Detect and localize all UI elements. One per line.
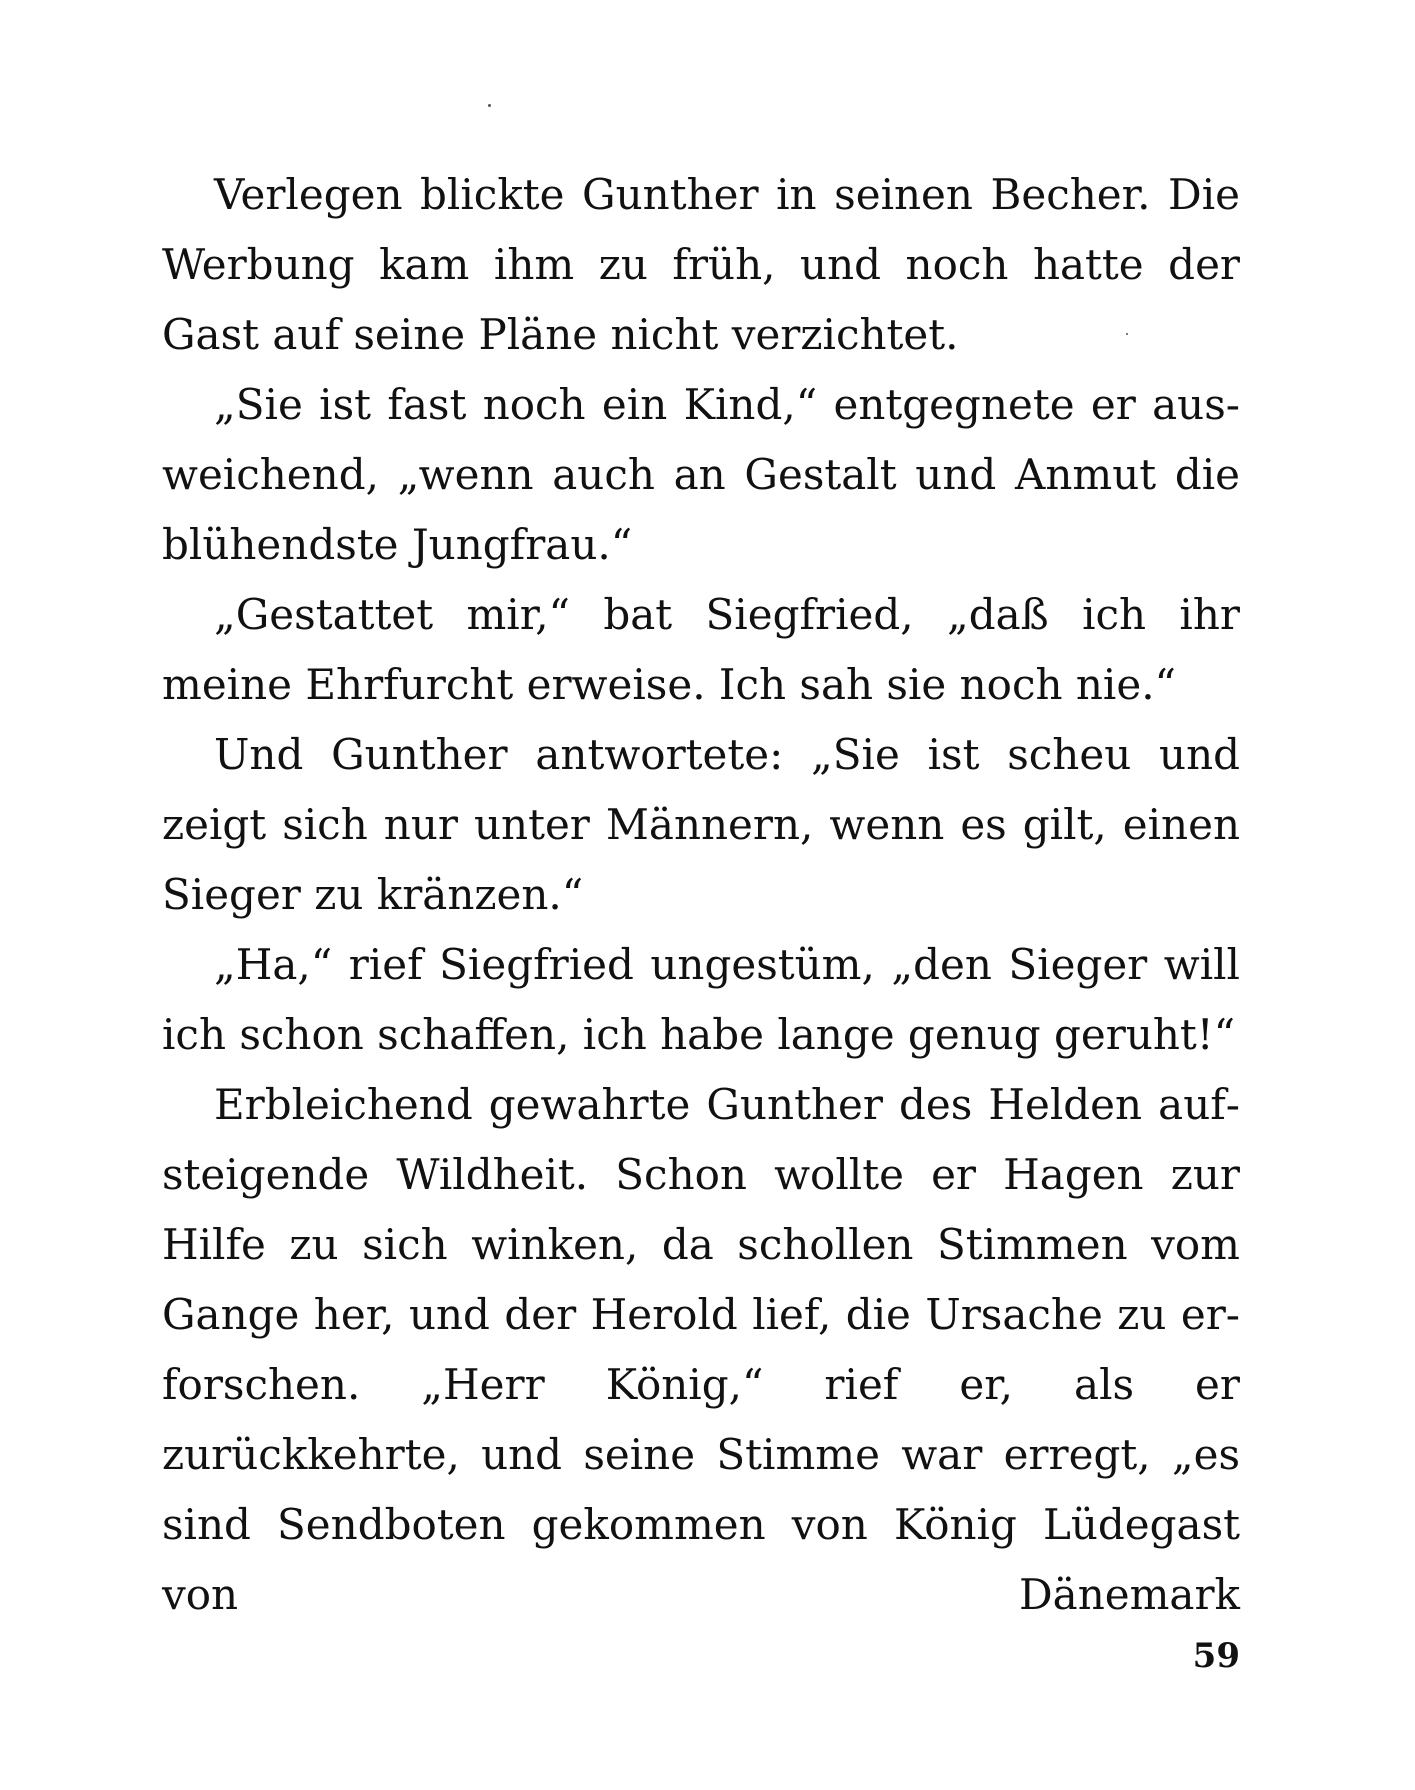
paragraph: „Gestattet mir,“ bat Siegfried, „daß ich ihr meine Ehrfurcht erweise. Ich sah sie noch nie.“ — [162, 590, 1240, 709]
paragraph: „Sie ist fast noch ein Kind,“ entgegnete er ausweichend, „wenn auch an Gestalt und Anmut die blühendste Jungfrau.“ — [162, 380, 1240, 569]
paragraph: „Ha,“ rief Siegfried ungestüm, „den Sieger will ich schon schaffen, ich habe lange genug geruht!“ — [162, 940, 1240, 1059]
body-text — [162, 160, 1240, 1630]
page-number: 59 — [1192, 1636, 1240, 1676]
paragraph: Erbleichend gewahrte Gunther des Helden aufsteigende Wildheit. Schon wollte er Hagen zur Hilfe zu sich winken, da schollen Stimmen vom Gange her, und der Herold lief, die Ursache zu erforschen. „Herr König,“ rief er, als er zurückkehrte, und seine Stimme war erregt, „es sind Sendboten gekommen von König Lüdegast von Dänemark — [162, 1080, 1240, 1619]
paragraph: Und Gunther antwortete: „Sie ist scheu und zeigt sich nur unter Männern, wenn es gilt, einen Sieger zu kränzen.“ — [162, 730, 1240, 919]
paragraph: Verlegen blickte Gunther in seinen Becher. Die Werbung kam ihm zu früh, und noch hatte der Gast auf seine Pläne nicht verzichtet. — [162, 170, 1240, 359]
paper-speck — [488, 104, 491, 107]
